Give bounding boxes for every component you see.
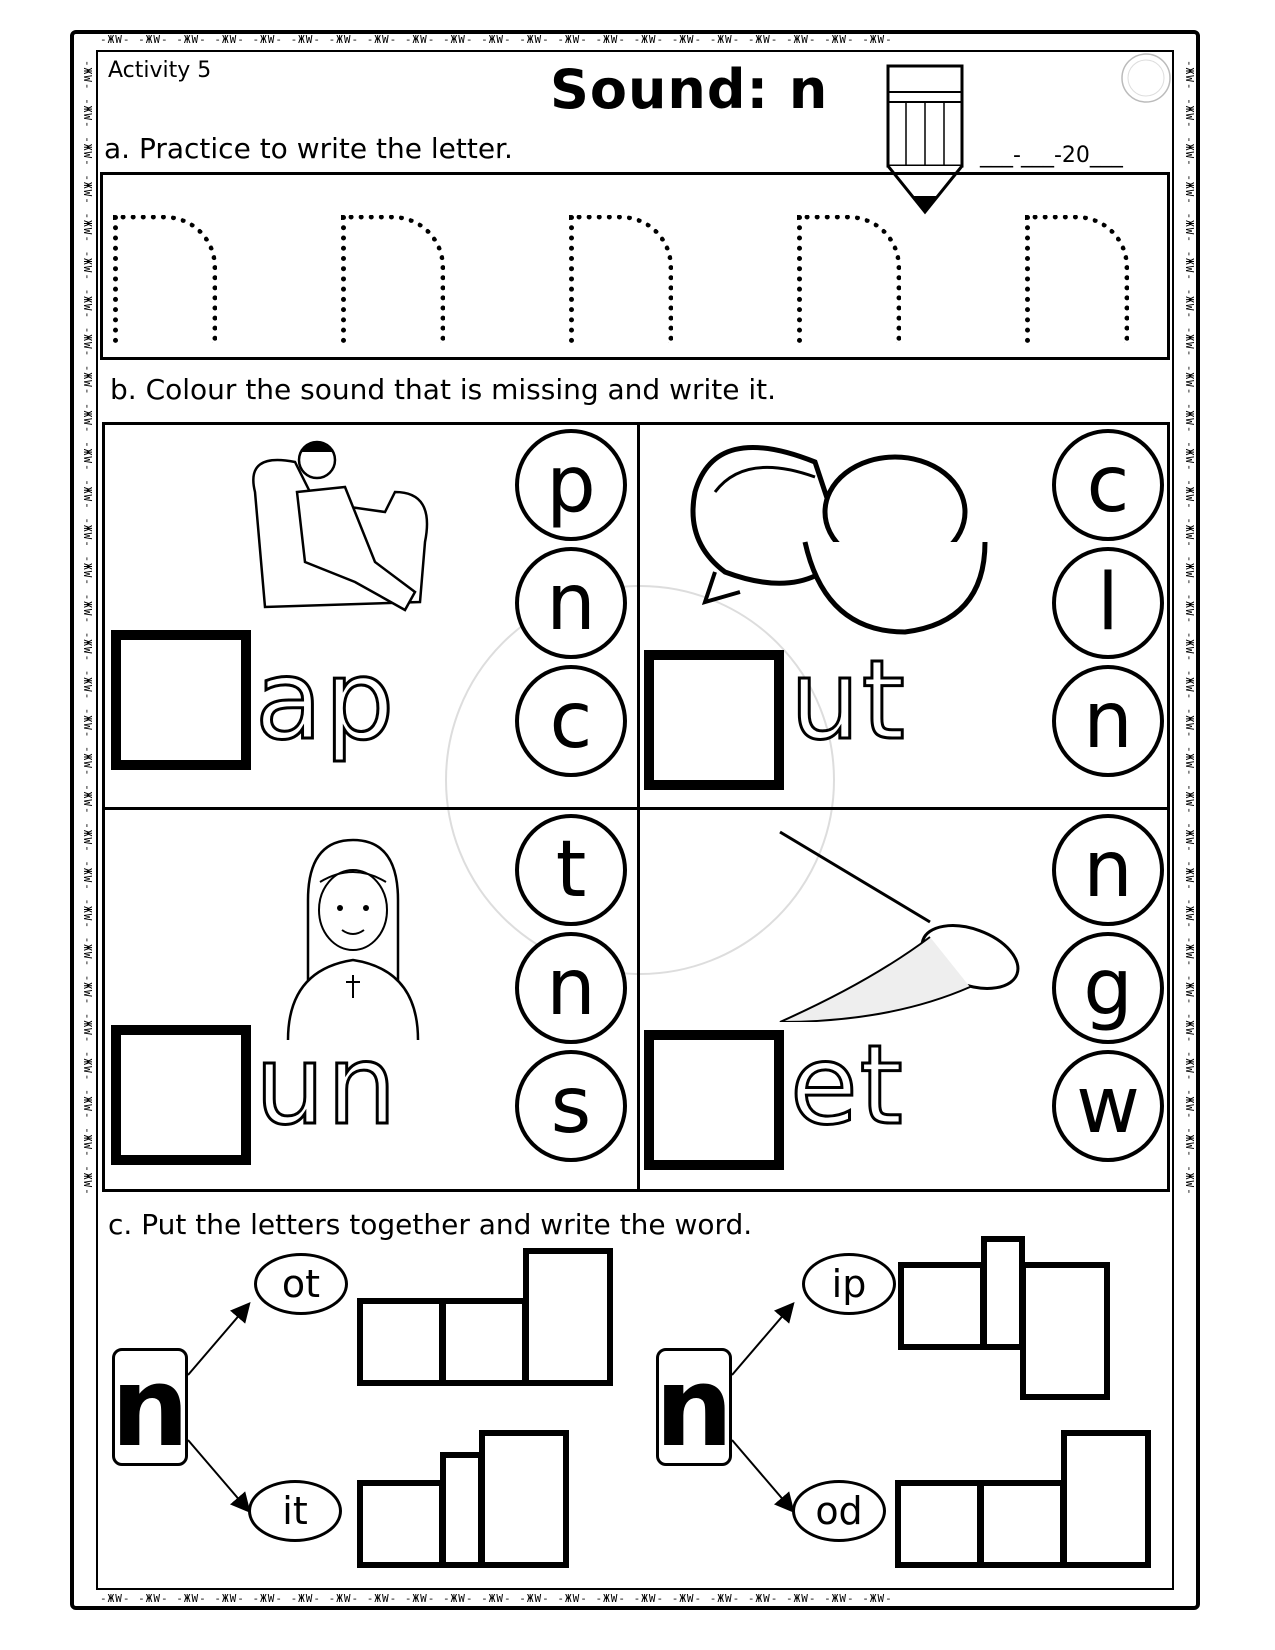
partial-word: ap [255,636,397,764]
sound-option-circle[interactable]: c [1052,429,1164,541]
word-writing-box[interactable] [479,1430,569,1568]
section-a-instruction: a. Practice to write the letter. [104,132,513,165]
section-c-instruction: c. Put the letters together and write the word. [108,1208,753,1241]
sound-option-circle[interactable]: s [515,1050,627,1162]
start-letter-card: n [654,1343,734,1471]
sound-option-circle[interactable]: c [515,665,627,777]
border-pattern-top: -ЖW- -ЖW- -ЖW- -ЖW- -ЖW- -ЖW- -ЖW- -ЖW- -ЖW- -ЖW- -ЖW- -ЖW- -ЖW- -ЖW- -ЖW- -ЖW- -ЖW- -ЖW- -ЖW- -ЖW- -ЖW- [100,33,893,46]
arrow-up-left [188,1305,248,1375]
ending-oval: od [792,1480,886,1542]
sound-option-circle[interactable]: n [1052,814,1164,926]
word-writing-box[interactable] [357,1298,445,1386]
sound-option-circle[interactable]: p [515,429,627,541]
date-field[interactable]: ___-___-20___ [980,143,1123,168]
sound-option-circle[interactable]: t [515,814,627,926]
sound-option-circle[interactable]: n [1052,665,1164,777]
ending-oval: ot [254,1253,348,1315]
word-writing-box[interactable] [1020,1262,1110,1400]
word-writing-box[interactable] [440,1298,528,1386]
word-writing-box[interactable] [898,1262,986,1350]
sound-option-circle[interactable]: g [1052,932,1164,1044]
sound-option-circle[interactable]: l [1052,547,1164,659]
start-letter-card: n [110,1343,190,1471]
section-b-instruction: b. Colour the sound that is missing and write it. [110,373,777,406]
sound-option-circle[interactable]: w [1052,1050,1164,1162]
partial-word: et [790,1021,905,1149]
sound-option-circle[interactable]: n [515,932,627,1044]
word-writing-box[interactable] [895,1480,983,1568]
arrow-down-right [732,1440,792,1510]
arrow-down-left [188,1440,248,1510]
sound-option-circle[interactable]: n [515,547,627,659]
partial-word: un [255,1021,399,1149]
ending-oval: ip [802,1253,896,1315]
border-pattern-left: -ЖW- -ЖW- -ЖW- -ЖW- -ЖW- -ЖW- -ЖW- -ЖW- -ЖW- -ЖW- -ЖW- -ЖW- -ЖW- -ЖW- -ЖW- -ЖW- -ЖW- -ЖW- -ЖW- -ЖW- -ЖW- -ЖW- -ЖW- -ЖW- -ЖW- -ЖW- -ЖW- -ЖW- -ЖW- -ЖW- [81,60,94,1196]
word-writing-box[interactable] [357,1480,445,1568]
word-writing-box[interactable] [1061,1430,1151,1568]
ending-oval: it [248,1480,342,1542]
arrow-up-right [732,1305,792,1375]
page-title: Sound: n [550,58,829,121]
word-writing-box[interactable] [440,1452,484,1568]
border-pattern-right: -ЖW- -ЖW- -ЖW- -ЖW- -ЖW- -ЖW- -ЖW- -ЖW- -ЖW- -ЖW- -ЖW- -ЖW- -ЖW- -ЖW- -ЖW- -ЖW- -ЖW- -ЖW- -ЖW- -ЖW- -ЖW- -ЖW- -ЖW- -ЖW- -ЖW- -ЖW- -ЖW- -ЖW- -ЖW- -ЖW- [1183,60,1196,1196]
border-pattern-bottom: -ЖW- -ЖW- -ЖW- -ЖW- -ЖW- -ЖW- -ЖW- -ЖW- -ЖW- -ЖW- -ЖW- -ЖW- -ЖW- -ЖW- -ЖW- -ЖW- -ЖW- -ЖW- -ЖW- -ЖW- -ЖW- [100,1592,893,1605]
word-writing-box[interactable] [978,1480,1066,1568]
word-writing-box[interactable] [523,1248,613,1386]
activity-label: Activity 5 [108,58,212,83]
word-writing-box[interactable] [981,1236,1025,1350]
partial-word: ut [790,636,907,764]
